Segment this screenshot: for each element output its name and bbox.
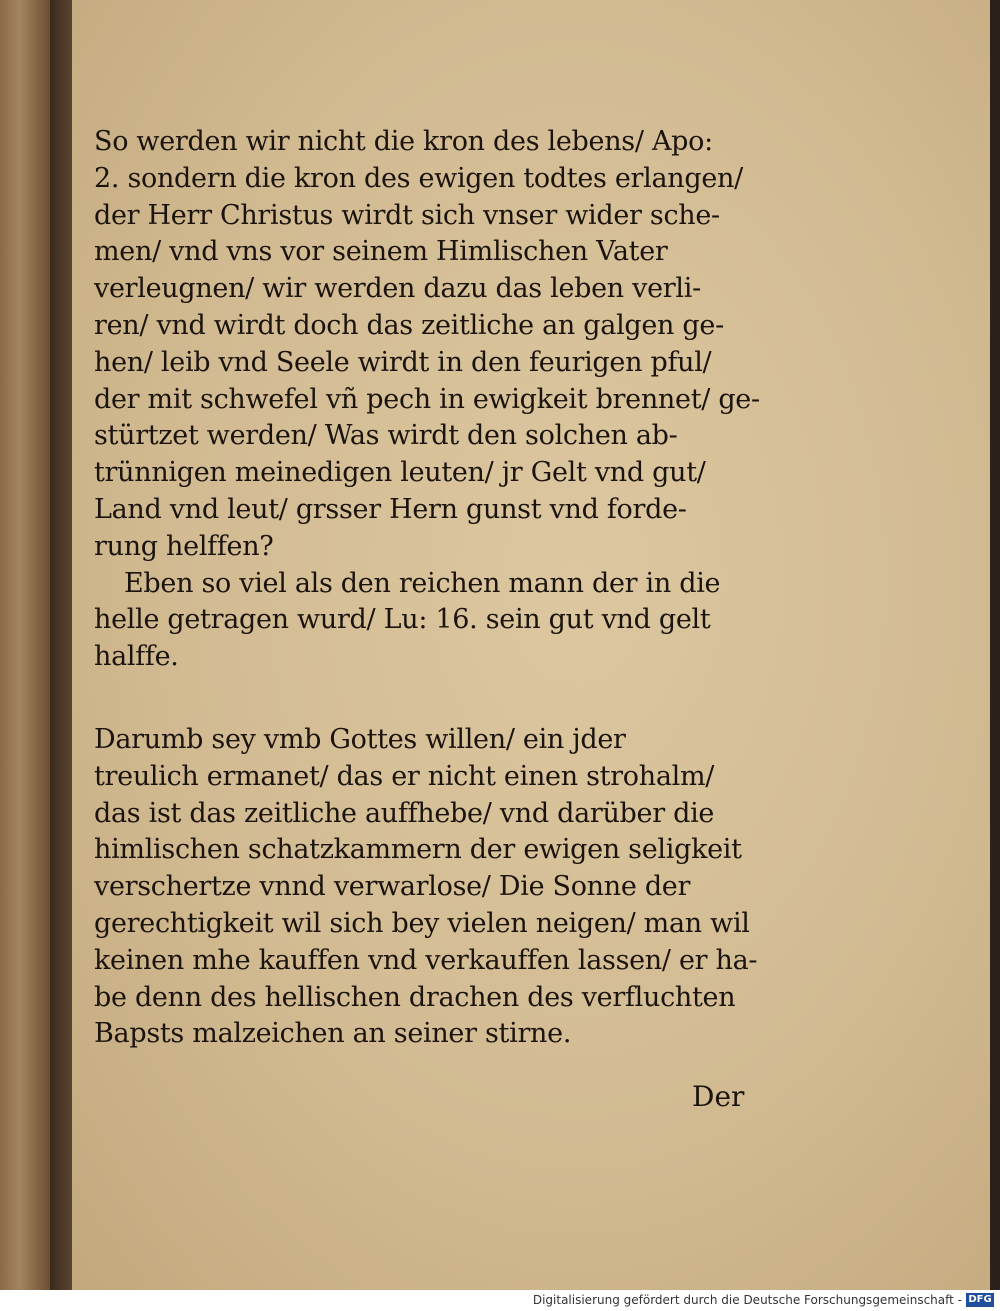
dfg-logo[interactable]: DFG: [966, 1293, 994, 1307]
text-line: hen/ leib vnd Seele wirdt in den feurigen pful/: [94, 346, 712, 378]
text-line: treulich ermanet/ das er nicht einen strohalm/: [94, 760, 715, 792]
text-line: stürtzet werden/ Was wirdt den solchen ab-: [94, 420, 678, 452]
catchword: Der: [692, 1080, 745, 1113]
book-spine-shadow: [50, 0, 72, 1290]
page-edge: [990, 0, 1000, 1290]
funding-credit: Digitalisierung gefördert durch die Deutsche Forschungsgemeinschaft -: [532, 1293, 962, 1307]
text-line: gerechtigkeit wil sich bey vielen neigen/ man wil: [94, 907, 750, 939]
text-line: halffe.: [94, 641, 179, 673]
text-line: Bapsts malzeichen an seiner stirne.: [94, 1018, 572, 1050]
footer-bar: [0, 1290, 1000, 1311]
text-line: Land vnd leut/ grsser Hern gunst vnd forde-: [94, 493, 687, 525]
text-line: be denn des hellischen drachen des verfluchten: [94, 981, 736, 1013]
text-line: verleugnen/ wir werden dazu das leben verli-: [94, 273, 701, 305]
paragraph-start-line: Darumb sey vmb Gottes willen/ ein jder: [94, 723, 626, 755]
book-cover-edge: [0, 0, 50, 1290]
paragraph-start-line: Eben so viel als den reichen mann der in die: [124, 567, 721, 599]
page-text: [94, 124, 774, 1053]
text-line: ren/ vnd wirdt doch das zeitliche an galgen ge-: [94, 309, 724, 341]
text-line: verschertze vnnd verwarlose/ Die Sonne der: [94, 871, 691, 903]
text-line: himlischen schatzkammern der ewigen seligkeit: [94, 834, 742, 866]
text-line: rung helffen?: [94, 530, 274, 562]
text-line: das ist das zeitliche auffhebe/ vnd darüber die: [94, 797, 715, 829]
text-line: 2. sondern die kron des ewigen todtes erlangen/: [94, 162, 743, 194]
text-line: der mit schwefel vñ pech in ewigkeit brennet/ ge-: [94, 383, 760, 415]
text-line: der Herr Christus wirdt sich vnser wider sche-: [94, 199, 720, 231]
text-line: keinen mhe kauffen vnd verkauffen lassen/ er ha-: [94, 944, 758, 976]
text-line: men/ vnd vns vor seinem Himlischen Vater: [94, 236, 668, 268]
text-line: So werden wir nicht die kron des lebens/ Apo:: [94, 126, 713, 157]
text-line: helle getragen wurd/ Lu: 16. sein gut vnd gelt: [94, 604, 711, 636]
paragraph-gap: [94, 676, 774, 722]
text-line: trünnigen meinedigen leuten/ jr Gelt vnd gut/: [94, 457, 706, 489]
